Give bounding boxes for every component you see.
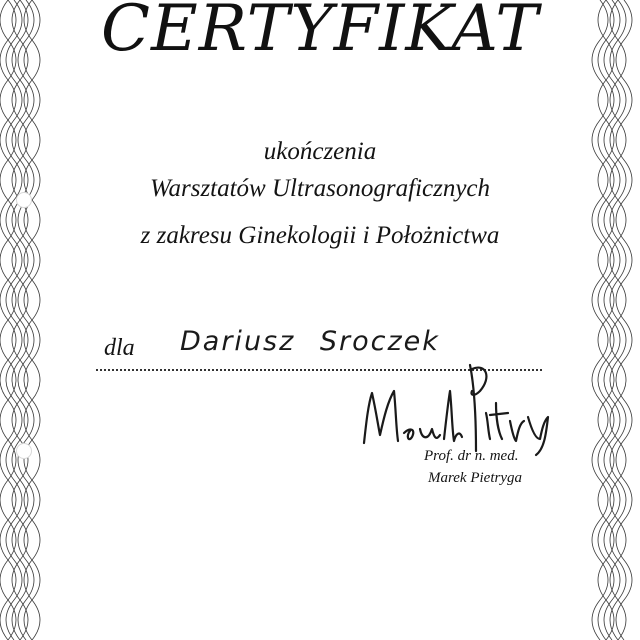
handwritten-signature [350,355,560,460]
punch-hole-bottom [16,443,32,459]
workshop-scope: z zakresu Ginekologii i Położnictwa [140,222,500,249]
workshop-name: Warsztatów Ultrasonograficznych [149,175,491,202]
recipient-name: Dariusz Sroczek [180,326,440,357]
left-guilloche-border [0,0,58,640]
certificate-title: CERTYFIKAT [101,0,539,66]
completion-line: ukończenia [263,138,377,165]
signatory-title: Prof. dr n. med. [424,448,519,464]
signatory-name: Marek Pietryga [428,470,522,486]
for-label: dla [104,335,135,361]
right-guilloche-border [582,0,640,640]
